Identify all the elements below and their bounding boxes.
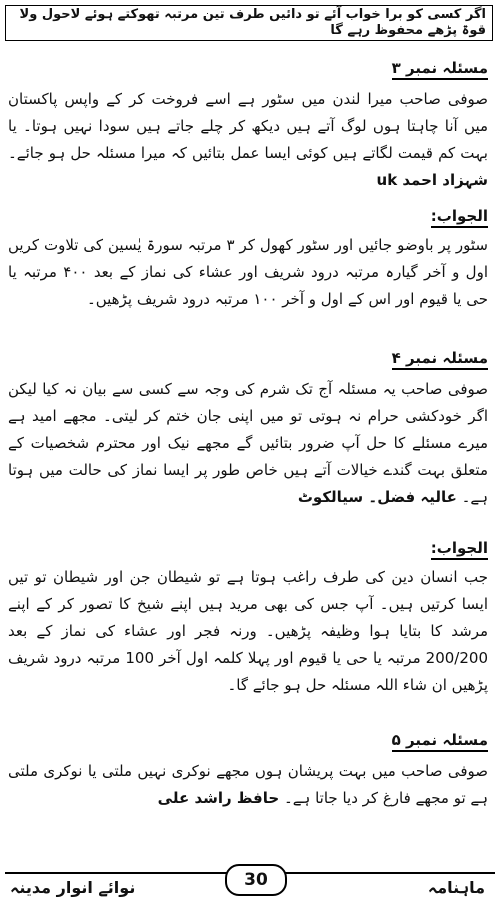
section-4-question <box>8 376 488 524</box>
header-note: اگر کسی کو برا خواب آئے تو دائیں طرف تین مرتبہ تھوکتے ہوئے لاحول ولا قوۃ پڑھے محفوظ رہے گا <box>19 7 486 38</box>
section-4-answer-label <box>431 538 488 558</box>
page-number: 30 <box>225 864 287 896</box>
section-5-heading-text: مسئلہ نمبر ۵ <box>392 731 488 752</box>
footer-magazine-title: نوائے انوار مدینہ <box>10 878 136 897</box>
section-5-signature: حافظ راشد علی <box>157 789 280 807</box>
section-3-signature: شہزاد احمد uk <box>376 171 488 189</box>
section-4-answer-text: جب انسان دین کی طرف راغب ہوتا ہے تو شیطان جن اور شیطان تو تیں ایسا کرتیں ہیں۔ آپ جس کی بھی مرید ہیں اپنے شیخ کا تصور کر کے اپنے مرشد کا بتایا ہوا وظیفہ پڑھیں۔ ورنہ فجر اور عشاء کی نماز کے بعد 200/200 مرتبہ یا حی یا قیوم اور پہلا کلمہ اول آخر 100 مرتبہ درود شریف پڑھیں ان شاء اللہ مسئلہ حل ہو جائے گا۔ <box>8 568 488 694</box>
section-3-heading <box>392 58 488 78</box>
header-note-box <box>5 5 493 41</box>
section-4-signature: عالیہ فضل۔ سیالکوٹ <box>297 488 457 506</box>
section-5-heading <box>392 730 488 750</box>
section-3-answer-text: سٹور پر باوضو جائیں اور سٹور کھول کر ۳ مرتبہ سورۃ یٰسین کی تلاوت کریں اول و آخر گیارہ مرتبہ درود شریف اور عشاء کی نماز کے بعد ۴۰۰ مرتبہ یا حی یا قیوم اور اس کے اول و آخر ۱۰۰ مرتبہ درود شریف پڑھیں۔ <box>8 236 489 308</box>
section-4-answer <box>8 564 488 724</box>
section-3-question-text: صوفی صاحب میرا لندن میں سٹور ہے اسے فروخت کر کے واپس پاکستان میں آنا چاہتا ہوں لوگ آتے ہیں دیکھ کر چلے جاتے ہیں سودا نہیں ہوتا۔ یا بہت کم قیمت لگاتے ہیں کوئی ایسا عمل بتائیں کہ میرا مسئلہ حل ہو جائے۔ <box>8 90 488 162</box>
section-3-answer <box>8 232 488 344</box>
section-3-answer-label-text: الجواب: <box>431 207 488 228</box>
section-4-question-text: صوفی صاحب یہ مسئلہ آج تک شرم کی وجہ سے کسی سے بیان نہ کیا لیکن اگر خودکشی حرام نہ ہوتی تو میں اپنی جان ختم کر لیتی۔ مجھے امید ہے میرے مسئلے کا حل آپ ضرور بتائیں گے مجھے نیک اور محترم شخصیات کے متعلق بہت گندے خیالات آتے ہیں خاص طور پر ایسا نماز کی حالت میں ہوتا ہے۔ <box>8 380 488 506</box>
section-4-heading-text: مسئلہ نمبر ۴ <box>392 349 488 370</box>
section-4-answer-label-text: الجواب: <box>431 539 488 560</box>
section-3-heading-text: مسئلہ نمبر ۳ <box>392 59 488 80</box>
section-5-question-text: صوفی صاحب میں بہت پریشان ہوں مجھے نوکری نہیں ملتی یا نوکری ملتی ہے تو مجھے فارغ کر دیا جاتا ہے۔ <box>8 762 488 807</box>
section-4-heading <box>392 348 488 368</box>
section-3-question <box>8 86 488 198</box>
section-3-answer-label <box>431 206 488 226</box>
footer-magazine-label: ماہنامہ <box>427 878 485 897</box>
section-5-question <box>8 758 488 850</box>
page-footer <box>0 862 500 902</box>
